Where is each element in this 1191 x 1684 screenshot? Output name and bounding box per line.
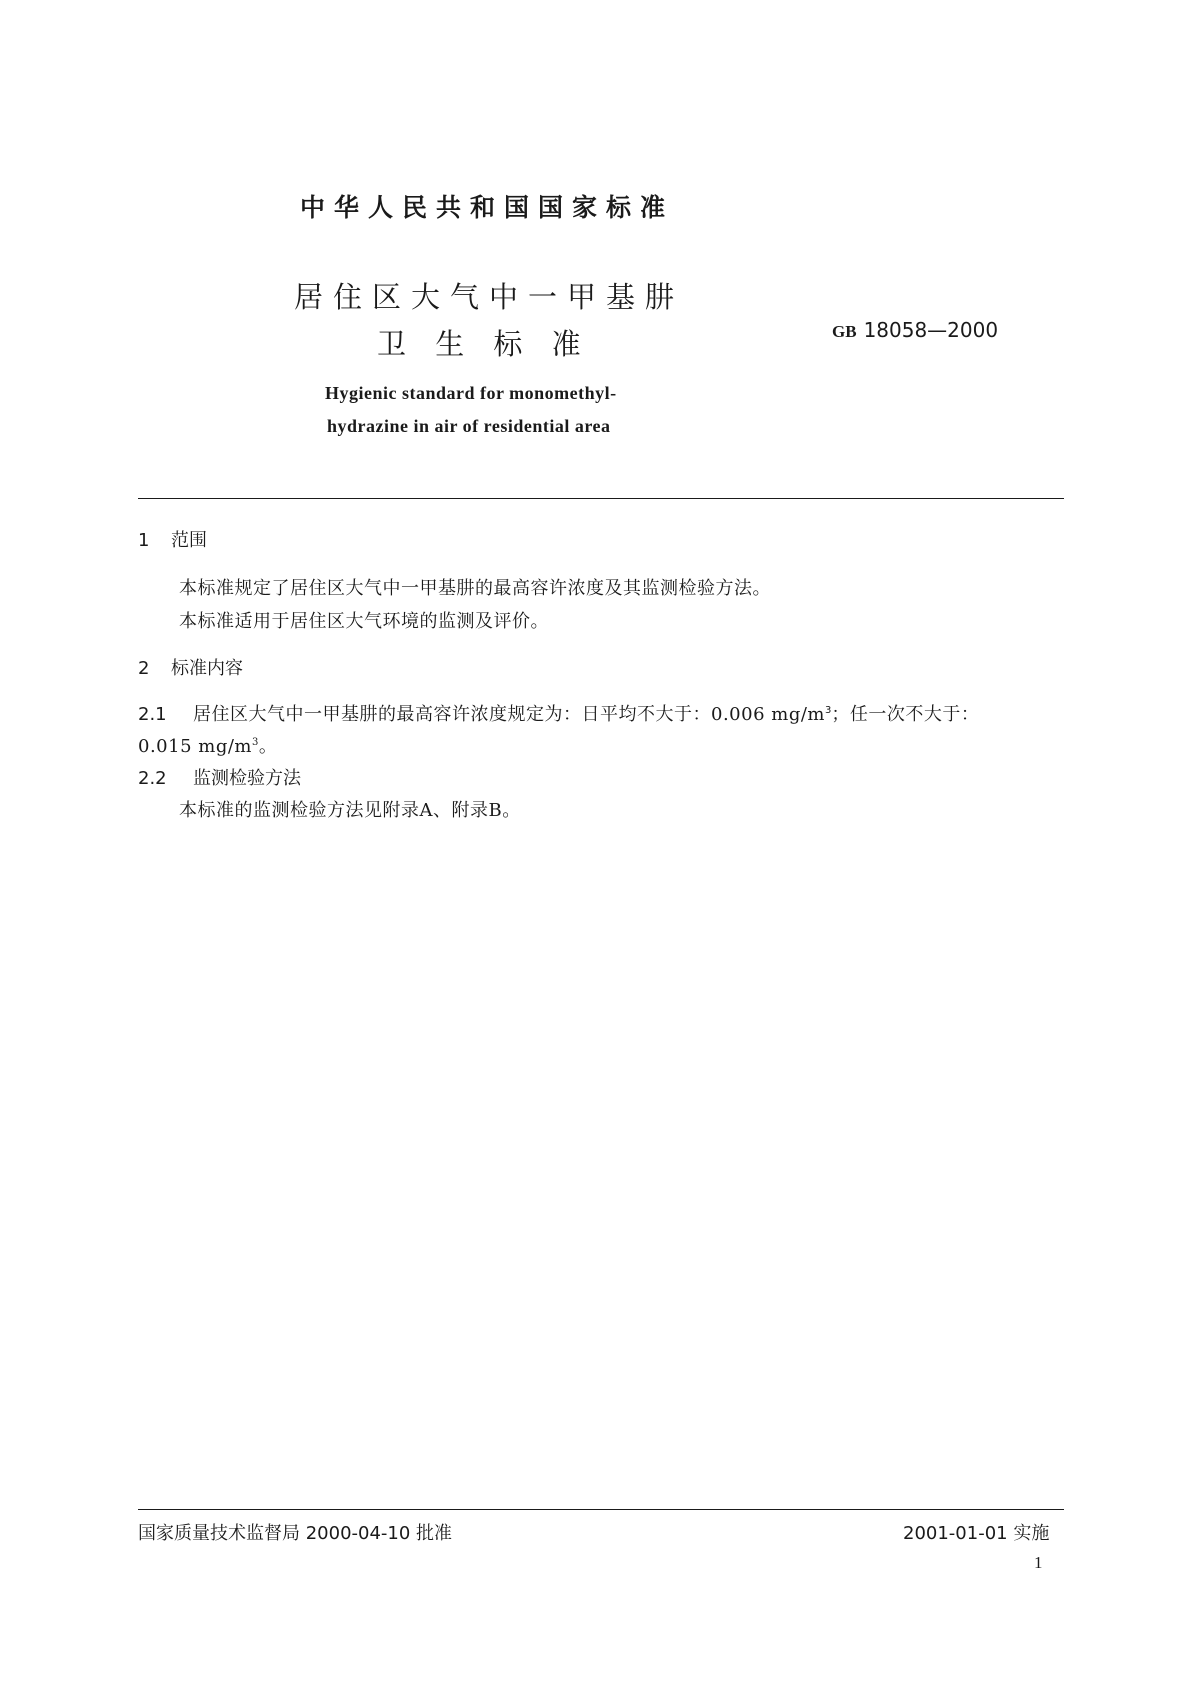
standard-code-number: 18058—2000	[863, 318, 999, 342]
footer-divider	[138, 1509, 1064, 1510]
english-title-line1: Hygienic standard for monomethyl-	[325, 383, 617, 403]
section-1-paragraph-1: 本标准规定了居住区大气中一甲基肼的最高容许浓度及其监测检验方法。	[179, 578, 771, 599]
clause-2-1-text-c: 0.015 mg/m	[138, 736, 252, 757]
clause-2-2-number: 2.2	[138, 768, 167, 789]
clause-2-1-text-b: ；任一次不大于：	[831, 704, 980, 725]
clause-2-1-continuation	[138, 732, 277, 758]
section-2-title: 标准内容	[171, 658, 243, 679]
national-standard-heading: 中华人民共和国国家标准	[300, 193, 675, 222]
approval-date: 国家质量技术监督局 2000-04-10 批准	[138, 1523, 453, 1544]
standard-title-line1: 居住区大气中一甲基肼	[294, 280, 685, 314]
header-divider	[138, 498, 1064, 499]
clause-2-2-title: 监测检验方法	[193, 768, 301, 789]
clause-2-1	[138, 700, 979, 726]
standard-title-line2: 卫 生 标 准	[377, 327, 591, 361]
section-1-paragraph-2: 本标准适用于居住区大气环境的监测及评价。	[179, 611, 549, 632]
section-2-heading	[138, 654, 243, 680]
clause-2-2-paragraph: 本标准的监测检验方法见附录A、附录B。	[179, 800, 521, 821]
clause-2-1-superscript-a: 3	[824, 705, 832, 716]
english-title-line2: hydrazine in air of residential area	[327, 416, 611, 436]
section-1-number: 1	[138, 530, 150, 551]
clause-2-2-heading	[138, 764, 301, 790]
standard-code-prefix: GB	[832, 322, 857, 341]
section-1-heading	[138, 526, 207, 552]
clause-2-1-text-a: 居住区大气中一甲基肼的最高容许浓度规定为：日平均不大于：0.006 mg/m	[193, 704, 825, 725]
clause-2-1-text-d: 。	[258, 736, 278, 757]
page-number: 1	[1034, 1553, 1043, 1572]
clause-2-1-superscript-c: 3	[251, 737, 259, 748]
section-1-title: 范围	[171, 530, 207, 551]
clause-2-1-number: 2.1	[138, 704, 167, 725]
section-2-number: 2	[138, 658, 150, 679]
implementation-date: 2001-01-01 实施	[903, 1523, 1050, 1544]
standard-code	[832, 318, 998, 342]
